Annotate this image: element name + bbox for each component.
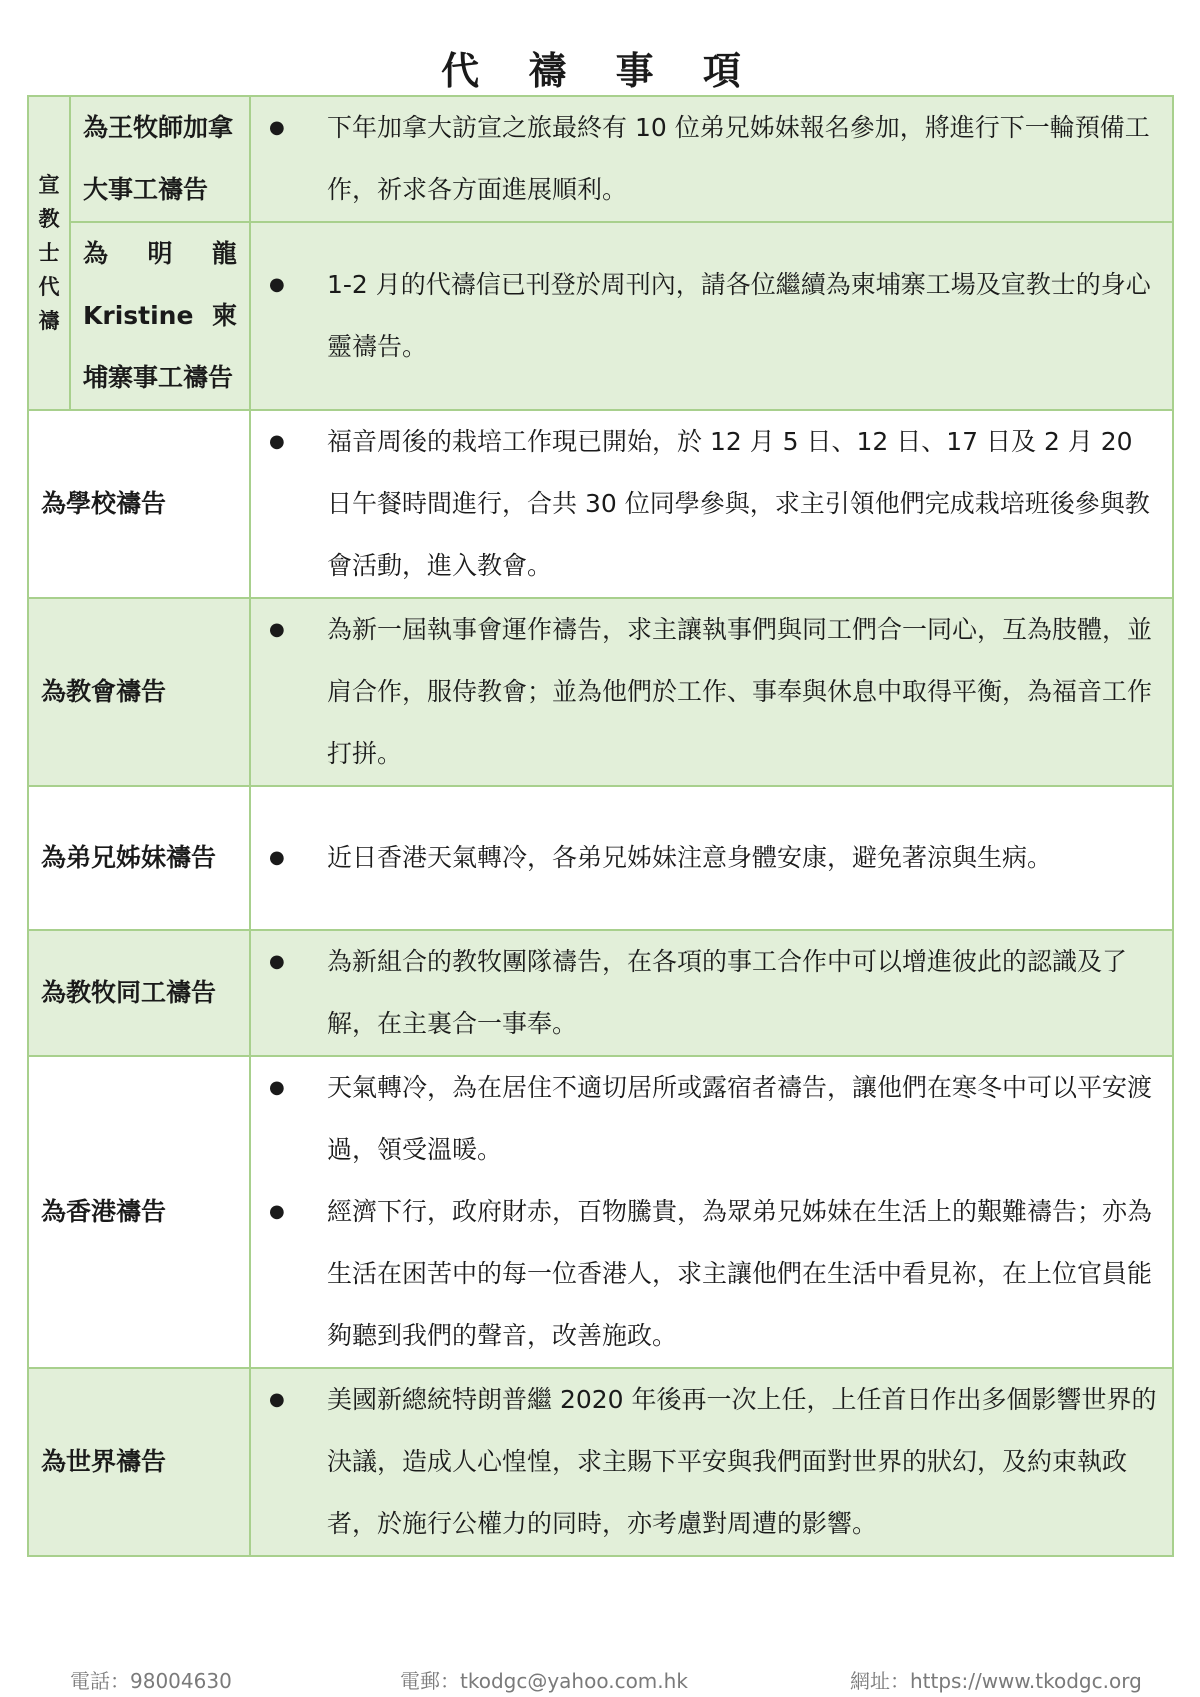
page-title: 代 禱 事 項 (441, 48, 759, 93)
topic-pastoral-staff: 為教牧同工禱告 (28, 930, 250, 1056)
table-row (28, 1056, 1173, 1368)
bullet-icon: ● (269, 847, 285, 868)
prayer-content (250, 598, 1173, 786)
topic-brothers-sisters: 為弟兄姊妹禱告 (28, 786, 250, 930)
topic-world: 為世界禱告 (28, 1368, 250, 1556)
list-item: ● 1-2 月的代禱信已刊登於周刊內，請各位繼續為柬埔寨工場及宣教士的身心靈禱告。 (265, 254, 1160, 378)
footer-email: 電郵：tkodgc@yahoo.com.hk (400, 1669, 688, 1693)
list-item: ● 美國新總統特朗普繼 2020 年後再一次上任，上任首日作出多個影響世界的決議，造成人心惶惶，求主賜下平安與我們面對世界的狀幻，及約束執政者，於施行公權力的同時，亦考慮對周遭的影響。 (265, 1369, 1160, 1555)
missionary-category-cell: 宣 教 士 代 禱 (28, 96, 70, 410)
bullet-icon: ● (269, 1389, 285, 1410)
list-item: ● 天氣轉冷，為在居住不適切居所或露宿者禱告，讓他們在寒冬中可以平安渡過，領受溫暖。 (265, 1057, 1160, 1181)
list-item: ● 經濟下行，政府財赤，百物騰貴，為眾弟兄姊妹在生活上的艱難禱告；亦為生活在困苦中的每一位香港人，求主讓他們在生活中看見祢，在上位官員能夠聽到我們的聲音，改善施政。 (265, 1181, 1160, 1367)
table-row (28, 222, 1173, 410)
list-item: ● 近日香港天氣轉冷，各弟兄姊妹注意身體安康，避免著涼與生病。 (265, 827, 1160, 889)
table-row (28, 930, 1173, 1056)
topic-church: 為教會禱告 (28, 598, 250, 786)
topic-school: 為學校禱告 (28, 410, 250, 598)
prayer-content (250, 786, 1173, 930)
bullet-icon: ● (269, 619, 285, 640)
list-item: ● 為新組合的教牧團隊禱告，在各項的事工合作中可以增進彼此的認識及了解，在主裏合一事奉。 (265, 931, 1160, 1055)
prayer-content (250, 930, 1173, 1056)
bullet-icon: ● (269, 1077, 285, 1098)
topic-hong-kong: 為香港禱告 (28, 1056, 250, 1368)
table-row (28, 786, 1173, 930)
table-row (28, 1368, 1173, 1556)
prayer-items-table (27, 95, 1174, 1557)
prayer-content (250, 222, 1173, 410)
list-item: ● 福音周後的栽培工作現已開始，於 12 月 5 日、12 日、17 日及 2 月 20 日午餐時間進行，合共 30 位同學參與，求主引領他們完成栽培班後參與教會活動，進入教會。 (265, 411, 1160, 597)
bullet-icon: ● (269, 1201, 285, 1222)
bullet-icon: ● (269, 951, 285, 972)
table-row (28, 410, 1173, 598)
table-row (28, 96, 1173, 222)
prayer-content (250, 96, 1173, 222)
prayer-content (250, 1056, 1173, 1368)
footer-phone: 電話：98004630 (70, 1669, 232, 1693)
prayer-content (250, 410, 1173, 598)
topic-cambodia-ministry: 為 明 龍 Kristine 柬 埔寨事工禱告 (70, 222, 250, 410)
topic-canada-ministry: 為王牧師加拿大事工禱告 (70, 96, 250, 222)
table-row (28, 598, 1173, 786)
bullet-icon: ● (269, 431, 285, 452)
prayer-content (250, 1368, 1173, 1556)
bullet-icon: ● (269, 274, 285, 295)
list-item: ● 下年加拿大訪宣之旅最終有 10 位弟兄姊妹報名參加，將進行下一輪預備工作，祈求各方面進展順利。 (265, 97, 1160, 221)
list-item: ● 為新一屆執事會運作禱告，求主讓執事們與同工們合一同心，互為肢體，並肩合作，服侍教會；並為他們於工作、事奉與休息中取得平衡，為福音工作打拼。 (265, 599, 1160, 785)
footer-website: 網址：https://www.tkodgc.org (850, 1669, 1142, 1693)
bullet-icon: ● (269, 117, 285, 138)
